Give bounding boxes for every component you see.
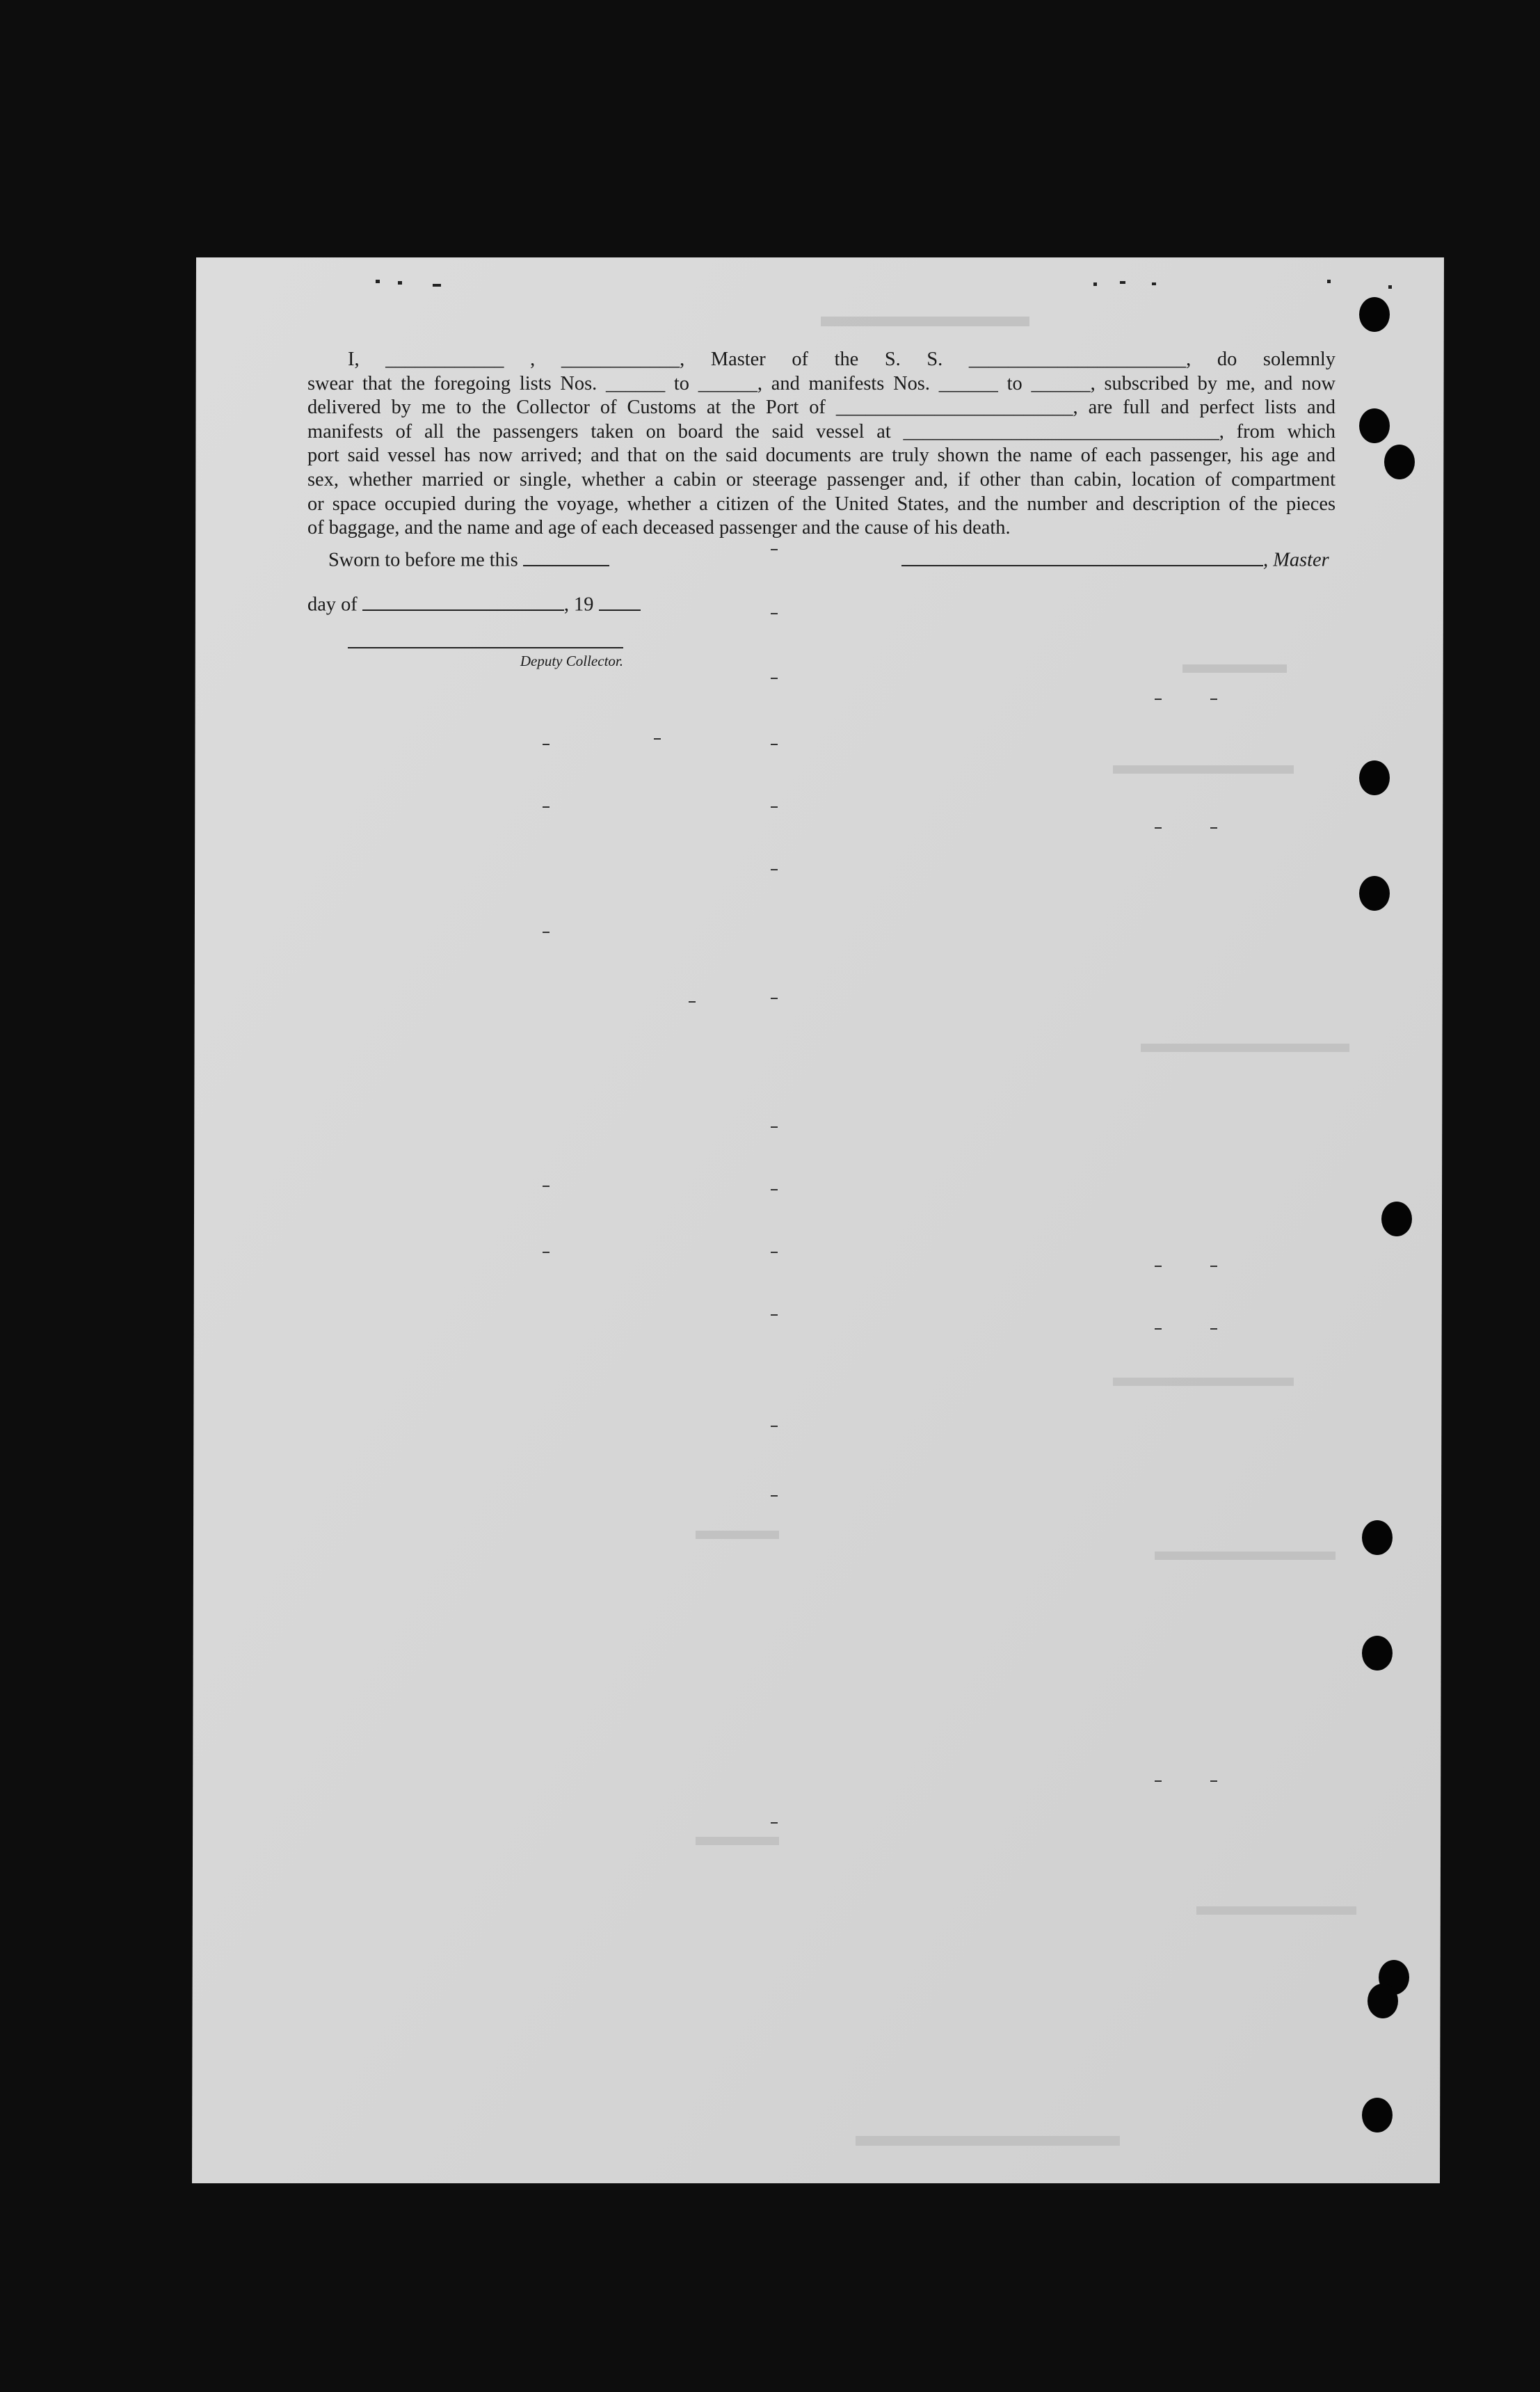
oath-line: of baggage, and the name and age of each deceased passenger and the cause of his death. (307, 517, 1011, 539)
punch-hole (1362, 1520, 1393, 1555)
punch-hole (1359, 408, 1390, 443)
punch-hole (1359, 876, 1390, 911)
oath-line: port said vessel has now arrived; and that on the said documents are truly shown the name of each passenger, his age and (307, 445, 1336, 467)
oath-line: manifests of all the passengers taken on board the said vessel at ________________________________, from which (307, 420, 1336, 442)
oath-line: or space occupied during the voyage, whether a citizen of the United States, and the number and description of the pieces (307, 493, 1336, 515)
sworn-blank (523, 547, 609, 566)
master-signature-line (901, 547, 1329, 572)
day-of-line (307, 591, 641, 616)
oath-paragraph (307, 348, 1336, 541)
sworn-label: Sworn to before me this (328, 549, 518, 571)
day-blank (362, 591, 564, 611)
oath-line: I, ____________ , ____________, Master of the S. S. ______________________, do solemnly (348, 349, 1336, 370)
year-prefix: , 19 (563, 593, 594, 616)
deputy-label: Deputy Collector. (520, 653, 623, 669)
punch-hole (1362, 2098, 1393, 2132)
punch-hole (1384, 445, 1415, 479)
punch-hole (1359, 297, 1390, 332)
year-blank (599, 591, 641, 611)
punch-hole (1381, 1202, 1412, 1236)
oath-line: delivered by me to the Collector of Customs at the Port of ________________________, are full and perfect lists and (307, 397, 1336, 419)
punch-hole (1367, 1984, 1398, 2018)
deputy-collector-signature (348, 647, 623, 670)
day-label: day of (307, 593, 358, 616)
oath-line: swear that the foregoing lists Nos. ______ to ______, and manifests Nos. ______ to ______, subscribed by me, and now (307, 372, 1336, 394)
punch-hole (1362, 1636, 1393, 1671)
oath-line: sex, whether married or single, whether a cabin or steerage passenger and, if other than cabin, location of compartment (307, 468, 1336, 491)
deputy-signature-rule (348, 647, 623, 648)
punch-hole (1359, 760, 1390, 795)
master-blank (901, 547, 1263, 566)
master-label: , Master (1263, 549, 1329, 571)
sworn-line (328, 547, 609, 572)
